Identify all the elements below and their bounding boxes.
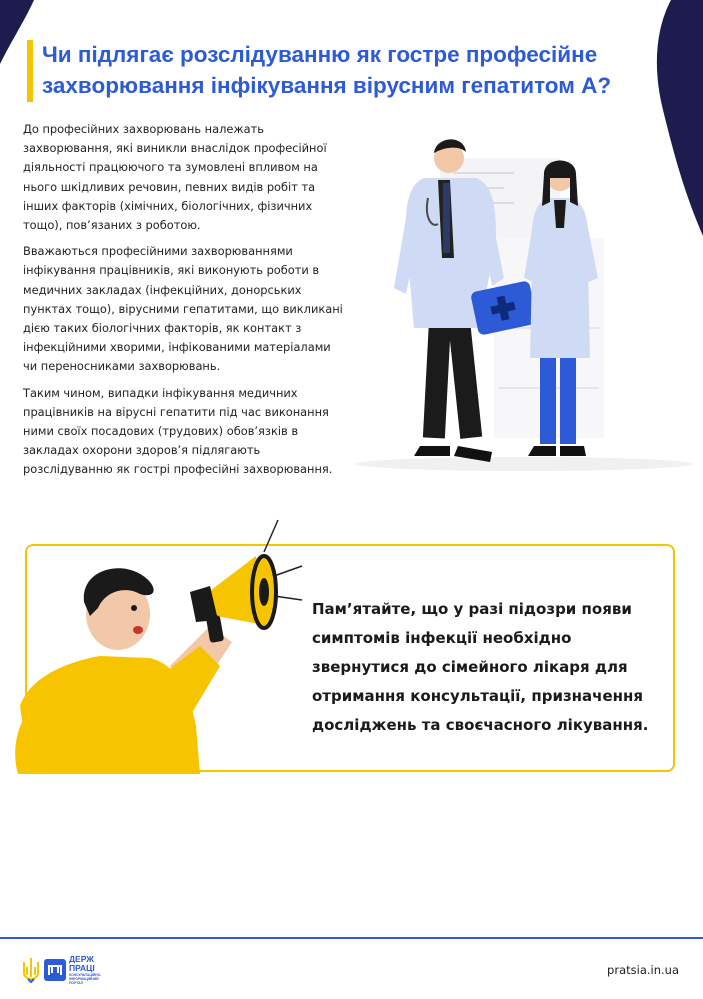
megaphone-person-illustration xyxy=(10,516,310,774)
logo-line1: ДЕРЖ xyxy=(69,954,94,964)
trident-emblem-icon xyxy=(22,957,40,983)
body-text xyxy=(23,120,345,487)
footer-logo[interactable] xyxy=(22,955,113,985)
site-link[interactable]: pratsia.in.ua xyxy=(607,963,679,977)
logo-text xyxy=(69,955,113,985)
doctors-illustration xyxy=(354,128,694,478)
derzhpratsi-logo-icon xyxy=(44,959,66,981)
footer-divider xyxy=(0,937,703,939)
callout-text: Пам’ятайте, що у разі підозри появи симптомів інфекції необхідно звернутися до сімейного лікаря для отримання консультації, призначення досліджень та своєчасного лікування. xyxy=(312,600,649,734)
paragraph-3: Таким чином, випадки інфікування медичних працівників на вірусні гепатити під час виконання ними своїх посадових (трудових) обов’язків в закладах охорони здоров’я підлягають розслідуванню як гострі професійні захворювання. xyxy=(23,385,333,477)
title-accent-bar xyxy=(27,40,33,102)
logo-subtitle: КОНСУЛЬТАЦІЙНО-ІНФОРМАЦІЙНИЙ ПОРТАЛ xyxy=(69,973,102,985)
paragraph-2: Вважаються професійними захворюваннями інфікування працівників, які виконують роботи в медичних закладах (інфекційних, донорських пунктах тощо), вірусними гепатитами, що викликані дією таких біологічних факторів, як контакт з інфекційними хворими, інфікованими матеріалами чи переносниками захворювань. xyxy=(23,244,343,374)
paragraph-1: До професійних захворювань належать захворювання, які виникли внаслідок професійної діяльності працюючого та зумовлені впливом на нього шкідливих речовин, певних видів робіт та інших факторів (хімічних, біологічних, фізичних тощо), пов’язаних з роботою. xyxy=(23,122,327,233)
logo-line2: ПРАЦІ xyxy=(69,962,95,973)
page-title: Чи підлягає розслідуванню як гостре професійне захворювання інфікування вірусним гепатитом А? xyxy=(42,42,612,98)
